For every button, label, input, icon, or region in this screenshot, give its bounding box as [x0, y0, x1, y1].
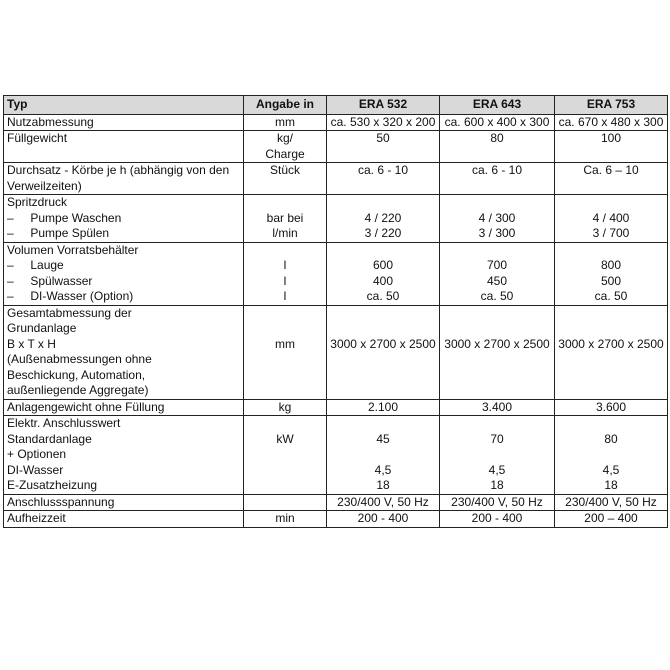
table-row-elektr-anschlusswert [4, 416, 668, 495]
unit-cell [244, 494, 327, 511]
row-label: Aufheizzeit [4, 511, 244, 528]
value-era-643: ca. 600 x 400 x 300 [440, 114, 555, 131]
value-era-643: 70 4,5 18 [440, 416, 555, 495]
value-era-643: 3.400 [440, 399, 555, 416]
value-era-643: 230/400 V, 50 Hz [440, 494, 555, 511]
value-era-753: 4 / 400 3 / 700 [555, 195, 668, 243]
value-era-753: 3000 x 2700 x 2500 [555, 305, 668, 399]
col-header-era-643: ERA 643 [440, 96, 555, 115]
row-label: Anschlussspannung [4, 494, 244, 511]
unit-cell: kg [244, 399, 327, 416]
row-label: Nutzabmessung [4, 114, 244, 131]
value-era-753: 800 500 ca. 50 [555, 242, 668, 305]
row-label: Volumen Vorratsbehälter – Lauge – Spülwasser – DI-Wasser (Option) [4, 242, 244, 305]
value-era-532: 3000 x 2700 x 2500 [327, 305, 440, 399]
value-era-753: 100 [555, 131, 668, 163]
value-era-643: 700 450 ca. 50 [440, 242, 555, 305]
table-row-spritzdruck [4, 195, 668, 243]
value-era-643: 200 - 400 [440, 511, 555, 528]
col-header-angabe: Angabe in [244, 96, 327, 115]
table-row-fuellgewicht [4, 131, 668, 163]
col-header-era-532: ERA 532 [327, 96, 440, 115]
unit-cell: kg/ Charge [244, 131, 327, 163]
value-era-532: 600 400 ca. 50 [327, 242, 440, 305]
unit-cell: mm [244, 114, 327, 131]
value-era-532: 45 4,5 18 [327, 416, 440, 495]
value-era-532: 4 / 220 3 / 220 [327, 195, 440, 243]
value-era-532: 230/400 V, 50 Hz [327, 494, 440, 511]
table-row-nutzabmessung [4, 114, 668, 131]
unit-cell: l l l [244, 242, 327, 305]
col-header-era-753: ERA 753 [555, 96, 668, 115]
table-row-volumen [4, 242, 668, 305]
value-era-753: ca. 670 x 480 x 300 [555, 114, 668, 131]
value-era-532: 50 [327, 131, 440, 163]
header-row [4, 96, 668, 115]
row-label: Füllgewicht [4, 131, 244, 163]
row-label: Gesamtabmessung der Grundanlage B x T x H (Außenabmessungen ohne Beschickung, Automation, außenliegende Aggregate) [4, 305, 244, 399]
unit-cell: mm [244, 305, 327, 399]
value-era-753: 3.600 [555, 399, 668, 416]
row-label: Durchsatz - Körbe je h (abhängig von den Verweilzeiten) [4, 163, 244, 195]
table-row-anschlussspannung [4, 494, 668, 511]
value-era-532: 2.100 [327, 399, 440, 416]
value-era-643: ca. 6 - 10 [440, 163, 555, 195]
spec-table [3, 95, 668, 528]
row-label: Elektr. Anschlusswert Standardanlage + Optionen DI-Wasser E-Zusatzheizung [4, 416, 244, 495]
value-era-532: ca. 6 - 10 [327, 163, 440, 195]
value-era-753: Ca. 6 – 10 [555, 163, 668, 195]
unit-cell: bar bei l/min [244, 195, 327, 243]
unit-cell: Stück [244, 163, 327, 195]
table-row-aufheizzeit [4, 511, 668, 528]
table-row-gesamtabmessung [4, 305, 668, 399]
row-label: Anlagengewicht ohne Füllung [4, 399, 244, 416]
table-row-anlagengewicht [4, 399, 668, 416]
unit-cell: min [244, 511, 327, 528]
col-header-typ: Typ [4, 96, 244, 115]
table-row-durchsatz [4, 163, 668, 195]
value-era-753: 200 – 400 [555, 511, 668, 528]
value-era-532: 200 - 400 [327, 511, 440, 528]
row-label: Spritzdruck – Pumpe Waschen – Pumpe Spülen [4, 195, 244, 243]
value-era-643: 80 [440, 131, 555, 163]
value-era-643: 4 / 300 3 / 300 [440, 195, 555, 243]
unit-cell: kW [244, 416, 327, 495]
value-era-753: 80 4,5 18 [555, 416, 668, 495]
value-era-643: 3000 x 2700 x 2500 [440, 305, 555, 399]
value-era-753: 230/400 V, 50 Hz [555, 494, 668, 511]
value-era-532: ca. 530 x 320 x 200 [327, 114, 440, 131]
